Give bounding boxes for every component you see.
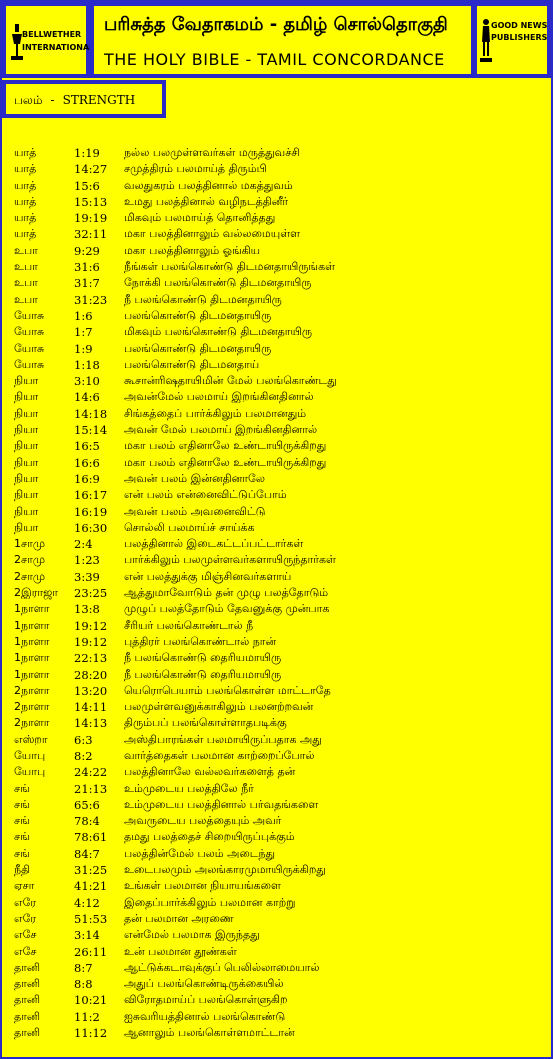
- book-abbrev: நியா: [14, 439, 39, 453]
- book-abbrev: உபா: [14, 276, 38, 290]
- verse-reference: 51:53: [74, 911, 108, 926]
- verse-reference: 31:6: [74, 260, 100, 275]
- verse-text: அவன்மேல் பலமாய் இறங்கினதினால்: [124, 390, 314, 404]
- bellwether-logo: [2, 2, 95, 78]
- verse-reference: 19:12: [74, 618, 108, 633]
- book-abbrev: 1நாளா: [14, 634, 50, 648]
- verse-reference: 16:9: [74, 471, 100, 486]
- book-abbrev: யோபு: [14, 765, 46, 779]
- verse-text: என்மேல் பலமாக இருந்தது: [124, 928, 260, 942]
- verse-text: நீ பலங்கொண்டு தைரியமாயிரு: [124, 651, 282, 665]
- verse-reference: 21:13: [74, 781, 108, 796]
- book-abbrev: நியா: [14, 520, 39, 534]
- verse-reference: 19:19: [74, 211, 108, 226]
- book-abbrev: நியா: [14, 406, 39, 420]
- book-abbrev: யோசு: [14, 357, 45, 371]
- book-abbrev: யாத்: [14, 178, 37, 192]
- book-abbrev: எரே: [14, 895, 37, 909]
- verse-reference: 28:20: [74, 667, 108, 682]
- book-abbrev: 2நாளா: [14, 683, 50, 697]
- verse-reference: 1:9: [74, 341, 93, 356]
- verse-text: உம்முடைய பலத்தினால் பர்வதங்களை: [124, 797, 319, 811]
- verse-reference: 15:6: [74, 178, 100, 193]
- book-abbrev: யாத்: [14, 162, 37, 176]
- book-abbrev: 2நாளா: [14, 716, 50, 730]
- verse-text: பலங்கொண்டு திடமனதாயிரு: [124, 341, 272, 355]
- book-abbrev: தானி: [14, 1026, 41, 1040]
- verse-text: யெரொபெயாம் பலங்கொள்ள மாட்டாதே: [124, 683, 331, 697]
- book-abbrev: 1நாளா: [14, 602, 50, 616]
- verse-text: பலமுள்ளவனுக்காகிலும் பலனற்றவன்: [124, 700, 314, 714]
- verse-reference: 41:21: [74, 879, 108, 894]
- book-abbrev: தானி: [14, 1009, 41, 1023]
- verse-reference: 84:7: [74, 846, 100, 861]
- verse-text: நீ பலங்கொண்டு தைரியமாயிரு: [124, 667, 282, 681]
- verse-text: பலத்தினாலே வல்லவர்களைத் தன்: [124, 765, 296, 779]
- header: [2, 2, 551, 80]
- verse-text: அவன் பலம் இன்னதினாலே: [124, 471, 265, 485]
- verse-reference: 1:18: [74, 357, 100, 372]
- verse-text: புத்திரர் பலங்கொண்டால் நான்: [124, 634, 277, 648]
- verse-text: மகா பலத்தினாலும் ஓங்கிய: [124, 243, 261, 257]
- verse-reference: 15:14: [74, 423, 108, 438]
- verse-text: ஆத்துமாவோடும் தன் முழு பலத்தோடும்: [124, 586, 329, 600]
- verse-reference: 11:2: [74, 1009, 100, 1024]
- verse-text: சீரியர் பலங்கொண்டால் நீ: [124, 618, 254, 632]
- verse-reference: 16:17: [74, 488, 108, 503]
- book-abbrev: யோபு: [14, 748, 46, 762]
- verse-text: என் பலம் என்னைவிட்டுப்போம்: [124, 488, 287, 502]
- logo-left-line2: INTERNATIONAL: [22, 43, 95, 52]
- book-abbrev: நியா: [14, 504, 39, 518]
- verse-reference: 14:13: [74, 716, 108, 731]
- verse-reference: 2:4: [74, 537, 93, 552]
- verse-reference: 19:12: [74, 634, 108, 649]
- verse-text: மகா பலம் எதினாலே உண்டாயிருக்கிறது: [124, 455, 327, 469]
- verse-reference: 26:11: [74, 944, 108, 959]
- verse-text: இதைப்பார்க்கிலும் பலமான காற்று: [124, 895, 296, 909]
- verse-reference: 6:3: [74, 732, 93, 747]
- book-abbrev: நியா: [14, 390, 39, 404]
- book-abbrev: நியா: [14, 471, 39, 485]
- book-abbrev: சங்: [14, 830, 30, 844]
- verse-reference: 1:7: [74, 325, 93, 340]
- verse-text: அஸ்திபாரங்கள் பலமாயிருப்பதாக அது: [124, 732, 322, 746]
- verse-text: பலங்கொண்டு திடமனதாயிரு: [124, 308, 272, 322]
- verse-text: மிகவும் பலங்கொண்டு திடமனதாயிரு: [124, 325, 313, 339]
- book-abbrev: யோசு: [14, 308, 45, 322]
- verse-reference: 10:21: [74, 993, 108, 1008]
- verse-text: வலதுகரம் பலத்தினால் மகத்துவம்: [124, 178, 293, 192]
- verse-text: கூசான்ரிஷதாயிமின் மேல் பலங்கொண்டது: [124, 374, 337, 388]
- book-abbrev: உபா: [14, 260, 38, 274]
- verse-text: விரோதமாய்ப் பலங்கொள்ளுகிற: [124, 993, 288, 1007]
- verse-text: சமுத்திரம் பலமாய்த் திரும்பி: [124, 162, 267, 176]
- verse-reference: 3:14: [74, 928, 100, 943]
- title-english: THE HOLY BIBLE - TAMIL CONCORDANCE: [104, 50, 445, 69]
- logo-left-line1: BELLWETHER: [22, 30, 82, 39]
- book-abbrev: 1நாளா: [14, 651, 50, 665]
- verse-reference: 1:19: [74, 146, 100, 160]
- good-news-logo-text: [491, 20, 547, 44]
- verse-text: பார்க்கிலும் பலமுள்ளவர்களாயிருந்தார்கள்: [124, 553, 336, 567]
- verse-reference: 78:61: [74, 830, 108, 845]
- book-abbrev: உபா: [14, 243, 38, 257]
- good-news-logo: [473, 2, 551, 78]
- bellwether-logo-text: [22, 28, 94, 54]
- book-abbrev: தானி: [14, 960, 41, 974]
- book-abbrev: தானி: [14, 977, 41, 991]
- verse-text: நீ பலங்கொண்டு திடமனதாயிரு: [124, 292, 282, 306]
- book-abbrev: நியா: [14, 423, 39, 437]
- verse-text: தமது பலத்தைச் சிறையிருப்புக்கும்: [124, 830, 295, 844]
- verse-text: அவன் மேல் பலமாய் இறங்கினதினால்: [124, 423, 318, 437]
- verse-reference: 3:10: [74, 374, 100, 389]
- verse-text: மிகவும் பலமாய்த் தொனித்தது: [124, 211, 276, 225]
- book-abbrev: 2இராஜா: [14, 586, 59, 600]
- verse-text: உம்முடைய பலத்திலே நீர்: [124, 781, 254, 795]
- book-abbrev: ஏசா: [14, 879, 35, 893]
- verse-reference: 8:8: [74, 977, 93, 992]
- verse-reference: 65:6: [74, 797, 100, 812]
- book-abbrev: 1சாமு: [14, 537, 46, 551]
- verse-reference: 22:13: [74, 651, 108, 666]
- verse-text: ஆனாலும் பலங்கொள்ளமாட்டான்: [124, 1026, 295, 1040]
- title-box: [90, 2, 475, 78]
- verse-reference: 15:13: [74, 194, 108, 209]
- verse-reference: 8:2: [74, 748, 93, 763]
- verse-reference: 23:25: [74, 586, 108, 601]
- verse-text: அதுப் பலங்கொண்டிருக்கையில்: [124, 977, 284, 991]
- verse-text: ஆட்டுக்கடாவுக்குப் பெலில்லாமையால்: [124, 960, 320, 974]
- topic-heading: [2, 80, 166, 118]
- verse-text: நல்ல பலமுள்ளவர்கள் மருத்துவச்சி: [124, 146, 300, 159]
- verse-text: நோக்கி பலங்கொண்டு திடமனதாயிரு: [124, 276, 312, 290]
- verse-reference: 14:18: [74, 406, 108, 421]
- verse-reference: 13:8: [74, 602, 100, 617]
- verse-reference: 14:6: [74, 390, 100, 405]
- verse-text: அவருடைய பலத்தையும் அவர்: [124, 814, 282, 828]
- logo-right-line2: PUBLISHERS: [491, 33, 548, 42]
- verse-reference: 16:5: [74, 439, 100, 454]
- verse-reference: 14:27: [74, 162, 108, 177]
- verse-text: உங்கள் பலமான நியாயங்களை: [124, 879, 281, 893]
- book-abbrev: 2சாமு: [14, 553, 46, 567]
- verse-text: உமது பலத்தினால் வழிநடத்தினீர்: [124, 194, 289, 208]
- book-abbrev: யாத்: [14, 227, 37, 241]
- book-abbrev: 2சாமு: [14, 569, 46, 583]
- verse-text: பலத்தினால் இடைகட்டப்பட்டார்கள்: [124, 537, 304, 551]
- verse-reference: 1:6: [74, 308, 93, 323]
- topic-english: STRENGTH: [62, 93, 136, 107]
- verse-text: மகா பலம் எதினாலே உண்டாயிருக்கிறது: [124, 439, 327, 453]
- topic-separator: -: [50, 93, 55, 107]
- verse-reference: 32:11: [74, 227, 108, 242]
- verse-text: நீங்கள் பலங்கொண்டு திடமனதாயிருங்கள்: [124, 260, 336, 274]
- verse-text: மகா பலத்தினாலும் வல்லமையுள்ள: [124, 227, 301, 241]
- verse-reference: 16:6: [74, 455, 100, 470]
- title-tamil: பரிசுத்த வேதாகமம் - தமிழ் சொல்தொகுதி: [104, 14, 448, 35]
- verse-text: வார்த்தைகள் பலமான காற்றைப்போல்: [124, 748, 315, 762]
- book-abbrev: எஸ்றா: [14, 732, 48, 746]
- verse-reference: 4:12: [74, 895, 100, 910]
- book-abbrev: 2நாளா: [14, 700, 50, 714]
- book-abbrev: சங்: [14, 846, 30, 860]
- verse-reference: 3:39: [74, 569, 100, 584]
- verse-text: ஐசுவரியத்தினால் பலங்கொண்டு: [124, 1009, 286, 1023]
- book-abbrev: தானி: [14, 993, 41, 1007]
- verse-text: சிங்கத்தைப் பார்க்கிலும் பலமானதும்: [124, 406, 307, 420]
- verse-text: உன் பலமான தூண்கள்: [124, 944, 237, 958]
- verse-reference: 1:23: [74, 553, 100, 568]
- verse-reference: 16:30: [74, 520, 108, 535]
- verse-reference: 78:4: [74, 814, 100, 829]
- book-abbrev: எசே: [14, 928, 37, 942]
- book-abbrev: 1நாளா: [14, 667, 50, 681]
- book-abbrev: நீதி: [14, 863, 31, 877]
- book-abbrev: நியா: [14, 488, 39, 502]
- book-abbrev: யோசு: [14, 325, 45, 339]
- verse-text: தன் பலமான அரணை: [124, 911, 234, 925]
- verse-reference: 9:29: [74, 243, 100, 258]
- verse-text: முழுப் பலத்தோடும் தேவனுக்கு முன்பாக: [124, 602, 330, 616]
- book-abbrev: நியா: [14, 374, 39, 388]
- verse-text: உடைபலமும் அலங்காரமுமாயிருக்கிறது: [124, 863, 326, 877]
- book-abbrev: எசே: [14, 944, 37, 958]
- verse-reference: 11:12: [74, 1026, 108, 1041]
- verse-reference: 31:25: [74, 863, 108, 878]
- verse-text: சொல்லி பலமாய்ச் சாய்க்க: [124, 520, 255, 534]
- verse-text: பலங்கொண்டு திடமனதாய்: [124, 357, 260, 371]
- verse-text: என் பலத்துக்கு மிஞ்சினவர்களாய்: [124, 569, 292, 583]
- book-abbrev: யாத்: [14, 211, 37, 225]
- verse-reference: 8:7: [74, 960, 93, 975]
- verse-reference: 14:11: [74, 700, 108, 715]
- verse-text: அவன் பலம் அவனைவிட்டு: [124, 504, 266, 518]
- logo-right-line1: GOOD NEWS: [491, 21, 548, 30]
- verse-reference: 24:22: [74, 765, 108, 780]
- topic-tamil: பலம்: [14, 93, 43, 107]
- verse-reference: 31:7: [74, 276, 100, 291]
- book-abbrev: சங்: [14, 814, 30, 828]
- book-abbrev: சங்: [14, 797, 30, 811]
- book-abbrev: யாத்: [14, 146, 37, 159]
- book-abbrev: 1நாளா: [14, 618, 50, 632]
- book-abbrev: யோசு: [14, 341, 45, 355]
- verse-reference: 13:20: [74, 683, 108, 698]
- book-abbrev: எரே: [14, 911, 37, 925]
- verse-text: திரும்பப் பலங்கொள்ளாதபடிக்கு: [124, 716, 287, 730]
- verse-text: பலத்தின்மேல் பலம் அடைந்து: [124, 846, 276, 860]
- book-abbrev: நியா: [14, 455, 39, 469]
- book-abbrev: யாத்: [14, 194, 37, 208]
- book-abbrev: உபா: [14, 292, 38, 306]
- verse-reference: 16:19: [74, 504, 108, 519]
- book-abbrev: சங்: [14, 781, 30, 795]
- verse-reference: 31:23: [74, 292, 108, 307]
